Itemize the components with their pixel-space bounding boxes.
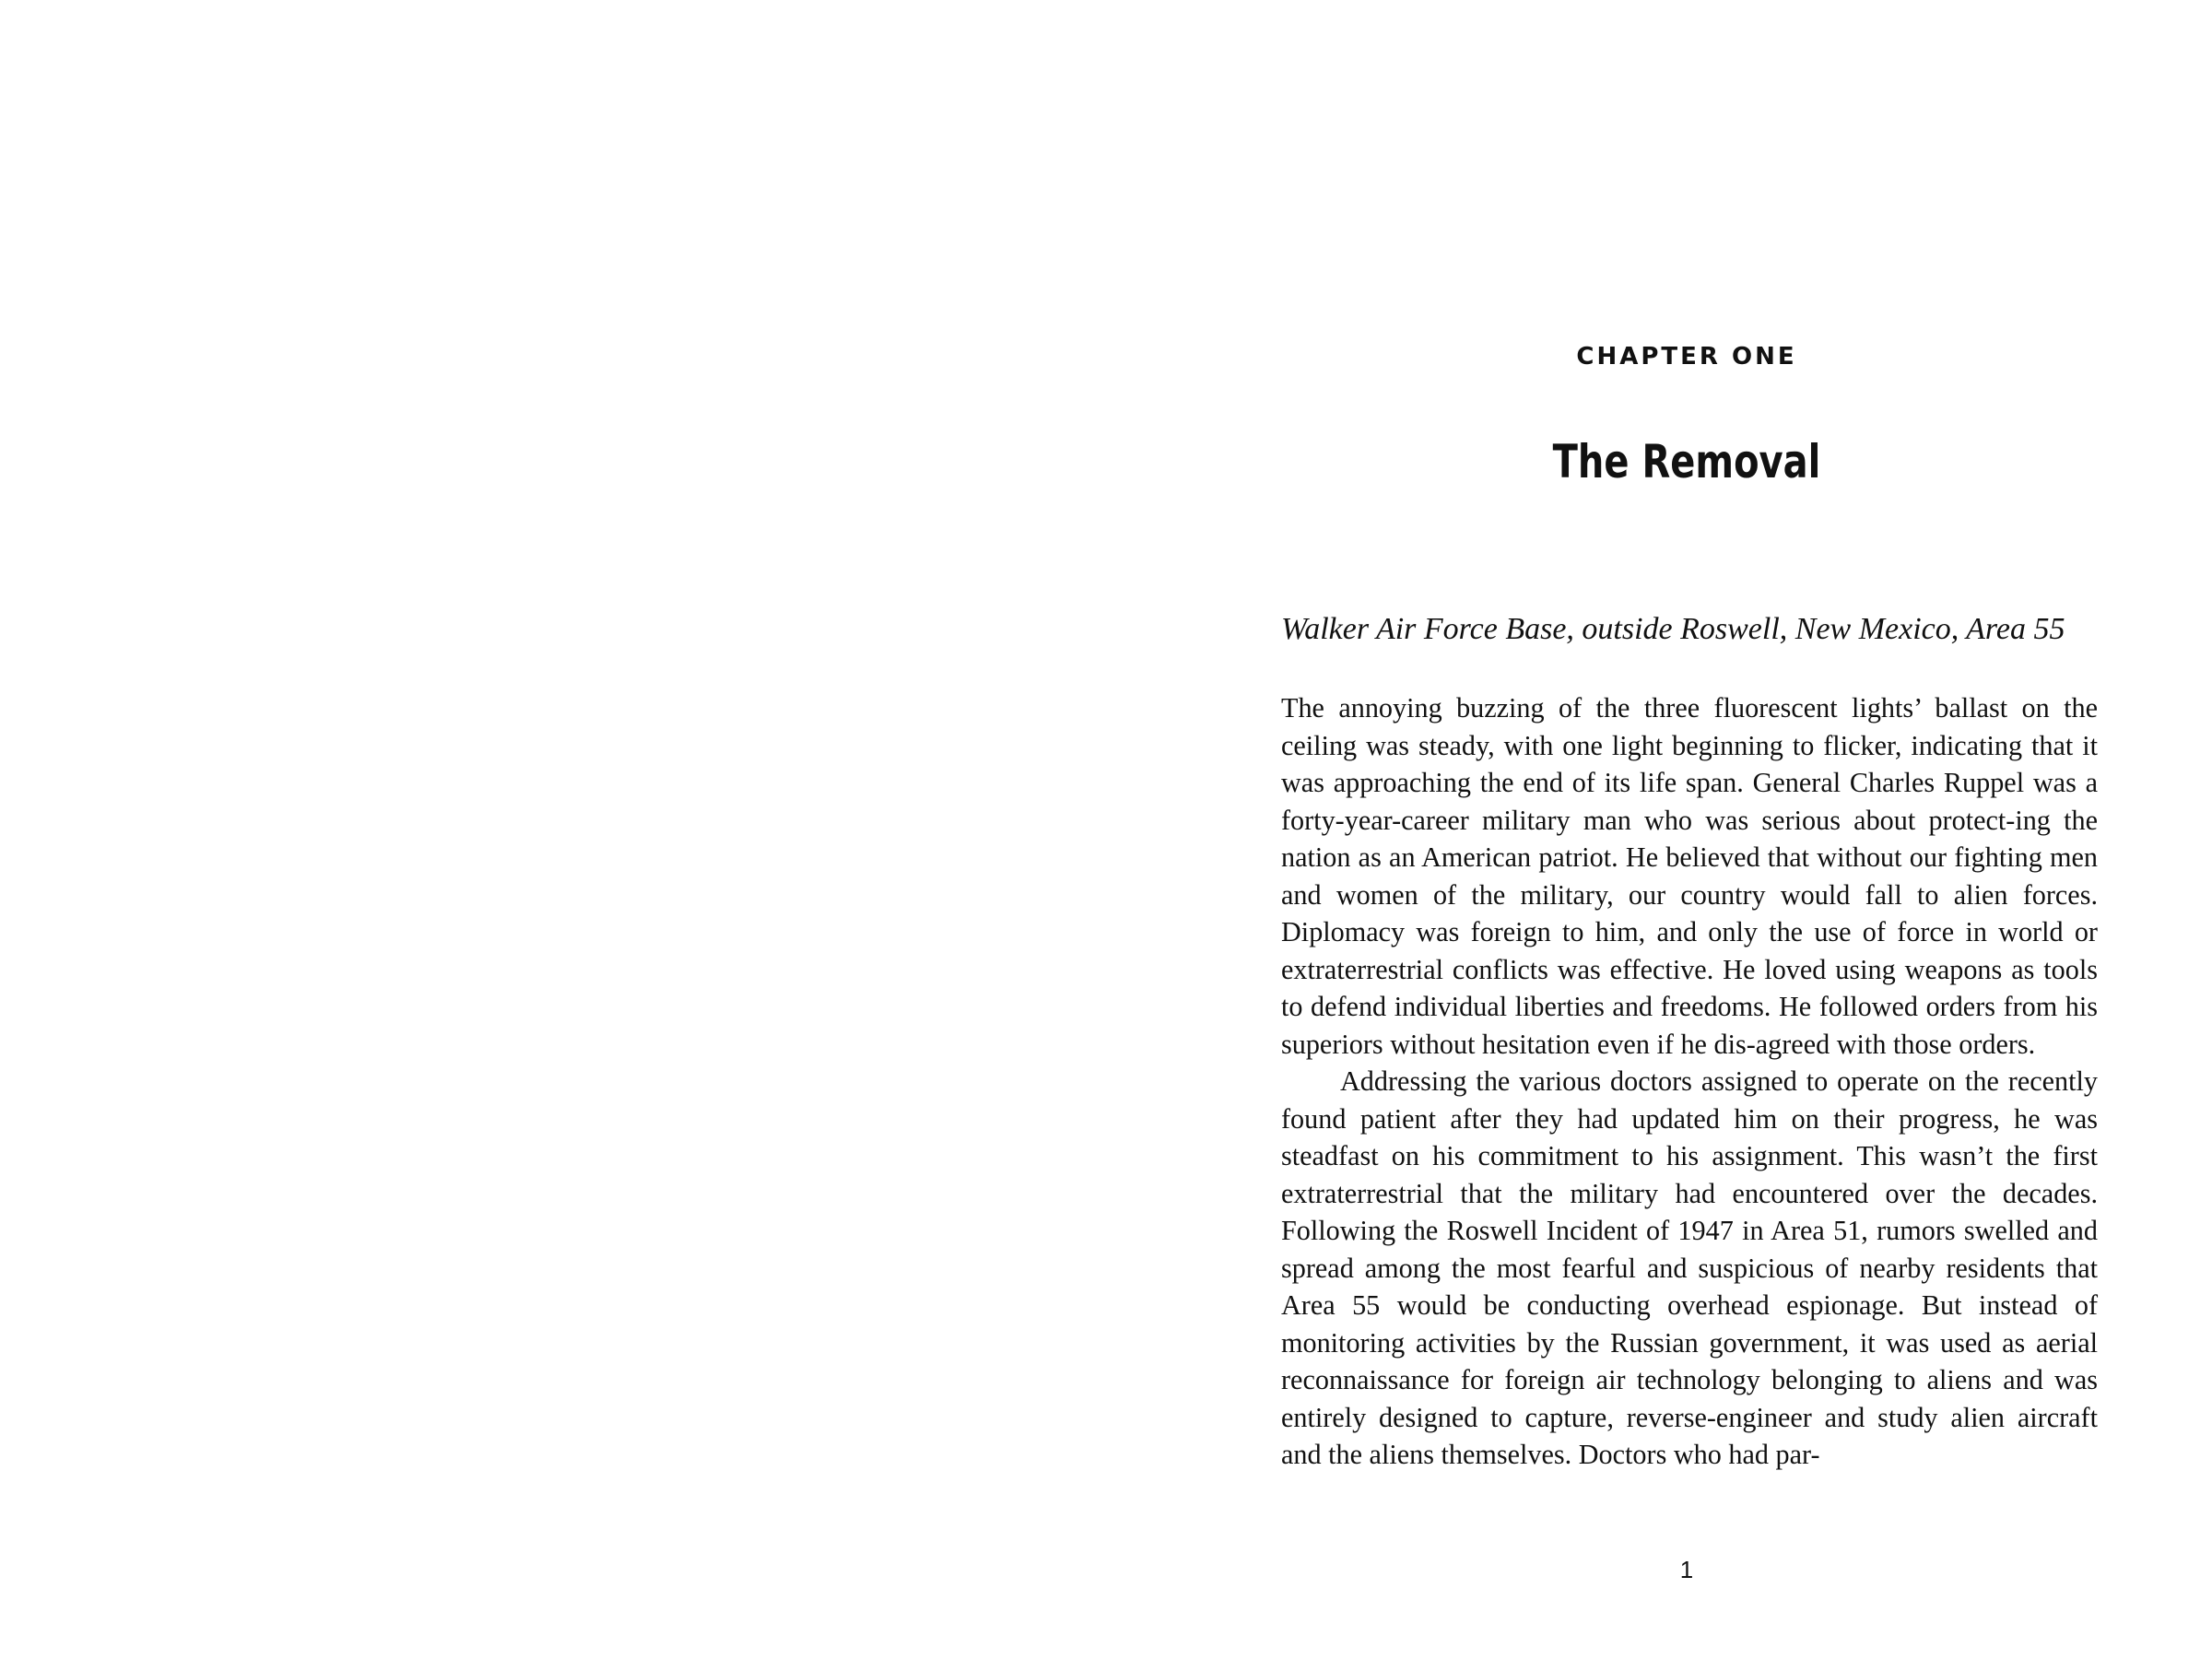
paragraph-1: The annoying buzzing of the three fluorescent lights’ ballast on the ceiling was steady, with one light beginning to flicker, indicating that it was approaching the end of its life span. General Charles Ruppel was a forty-year-career military man who was serious about protect-ing the nation as an American patriot. He believed that without our fighting men and women of the military, our country would fall to alien forces. Diplomacy was foreign to him, and only the use of force in world or extraterrestrial conflicts was effective. He loved using weapons as tools to defend individual liberties and freedoms. He followed orders from his superiors without hesitation even if he dis-agreed with those orders.: [1281, 692, 2098, 1060]
page-number: 1: [1679, 1556, 1694, 1583]
paragraph-2: Addressing the various doctors assigned to operate on the recently found patient after they had updated him on their progress, he was steadfast on his commitment to his assignment. This wasn’t the first extraterrestrial that the military had encountered over the decades. Following the Roswell Incident of 1947 in Area 51, rumors swelled and spread among the most fearful and suspicious of nearby residents that Area 55 would be conducting overhead espionage. But instead of monitoring activities by the Russian government, it was used as aerial reconnaissance for foreign air technology belonging to aliens and was entirely designed to capture, reverse-engineer and study alien aircraft and the aliens themselves. Doctors who had par-: [1281, 1065, 2098, 1470]
location-line: Walker Air Force Base, outside Roswell, New Mexico, Area 55: [1281, 612, 2065, 646]
chapter-title: The Removal: [1552, 435, 1821, 488]
body-text: [1281, 689, 2098, 1474]
chapter-label: CHAPTER ONE: [1576, 343, 1797, 371]
